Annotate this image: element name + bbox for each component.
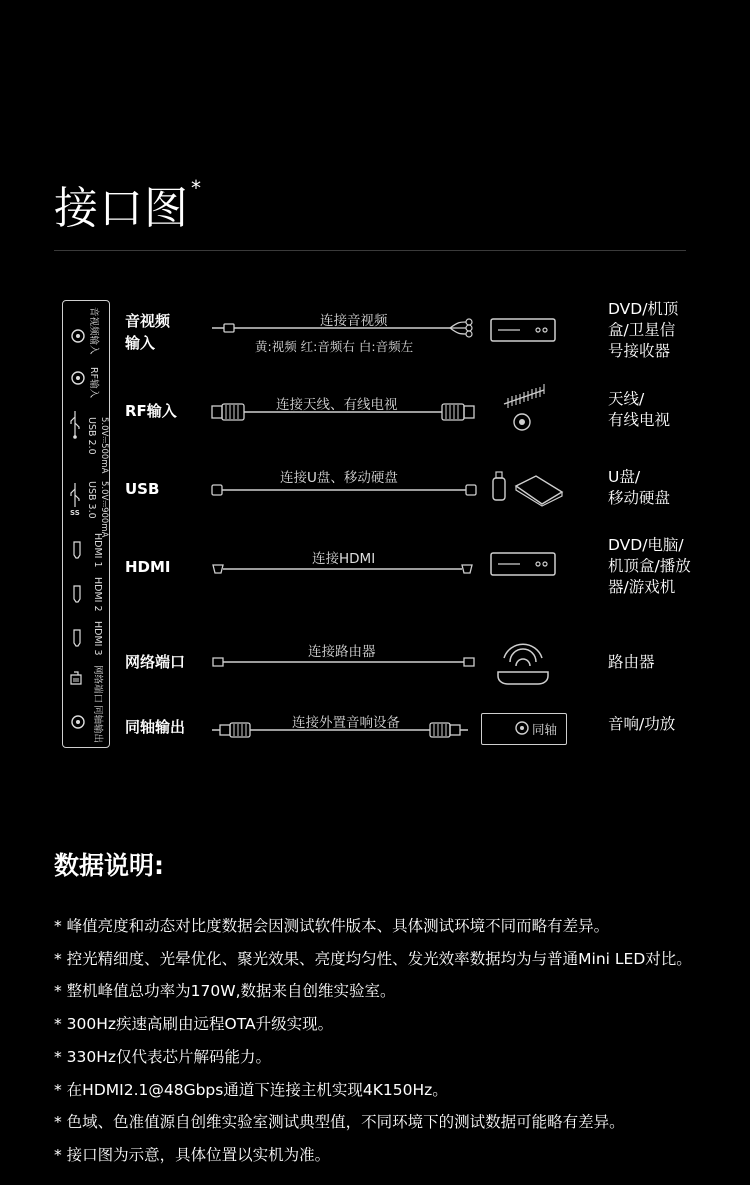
rf-port-icon (71, 371, 85, 385)
port-label-hdmi3: HDMI 3 (92, 621, 103, 656)
connection-text-hdmi: 连接HDMI (312, 551, 376, 567)
svg-text:SS: SS (70, 509, 80, 517)
port-label-hdmi2: HDMI 2 (92, 577, 103, 612)
lan-port-icon (69, 671, 83, 685)
coax-port-icon (71, 715, 85, 729)
port-label-av: 音视频输入 (88, 307, 99, 355)
antenna-icon (502, 378, 548, 434)
data-note: * 330Hz仅代表芯片解码能力。 (54, 1047, 272, 1066)
row-label-usb: USB (125, 480, 160, 498)
port-label-usb3-power: 5.0V⎓900mA (99, 481, 109, 538)
port-label-usb2: USB 2.0 (86, 417, 97, 455)
data-section-title: 数据说明: (54, 851, 164, 880)
rf-cable-icon (210, 402, 480, 422)
data-notes-list (54, 910, 692, 1172)
connection-text-rf: 连接天线、有线电视 (276, 397, 398, 413)
port-label-coax: 同轴输出 (92, 705, 103, 744)
coax-cable-icon (210, 720, 480, 740)
port-label-usb3: USB 3.0 (86, 481, 97, 519)
device-label-usb: U盘/ 移动硬盘 (608, 468, 671, 507)
network-cable-icon (210, 654, 480, 670)
title-divider (54, 250, 686, 251)
port-label-usb2-power: 5.0V⎓500mA (99, 417, 109, 474)
connection-text-coax: 连接外置音响设备 (292, 715, 400, 731)
port-label-rf: RF输入 (88, 367, 99, 399)
device-label-rf: 天线/ 有线电视 (608, 390, 671, 429)
data-note: * 色域、色准值源自创维实验室测试典型值，不同环境下的测试数据可能略有差异。 (54, 1113, 625, 1132)
usb-drive-harddisk-icon (490, 470, 566, 508)
data-note: * 在HDMI2.1@48Gbps通道下连接主机实现4K150Hz。 (54, 1080, 448, 1099)
connection-text-av: 连接音视频 (320, 313, 388, 329)
usb-symbol-icon (68, 409, 82, 439)
row-label-coax: 同轴输出 (125, 718, 186, 736)
tv-port-panel (62, 300, 110, 748)
connection-text-usb: 连接U盘、移动硬盘 (280, 470, 398, 486)
av-cable-icon (210, 318, 490, 338)
usb3-symbol-icon (67, 481, 83, 517)
hdmi-cable-icon (210, 561, 480, 577)
data-note: * 峰值亮度和动态对比度数据会因测试软件版本、具体测试环境不同而略有差异。 (54, 917, 610, 935)
data-note: * 接口图为示意，具体位置以实机为准。 (54, 1145, 331, 1164)
page-title: 接口图 * (54, 176, 202, 234)
device-label-lan: 路由器 (608, 653, 655, 671)
audio-amplifier-icon (481, 713, 567, 745)
device-label-coax: 音响/功放 (608, 715, 676, 733)
row-label-av: 音视频 输入 (125, 312, 171, 352)
row-label-hdmi: HDMI (125, 558, 171, 576)
coax-jack-icon (515, 721, 529, 735)
av-port-icon (71, 329, 85, 343)
data-note: * 控光精细度、光晕优化、聚光效果、亮度均匀性、发光效率数据均为与普通Mini LED对比。 (54, 949, 692, 968)
hdmi3-port-icon (72, 629, 82, 647)
hdmi2-port-icon (72, 585, 82, 603)
data-note: * 整机峰值总功率为170W,数据来自创维实验室。 (54, 982, 396, 1001)
hdmi1-port-icon (72, 541, 82, 559)
device-label-hdmi: DVD/电脑/ 机顶盒/播放 器/游戏机 (608, 536, 691, 596)
port-label-hdmi1: HDMI 1 (92, 533, 103, 568)
usb-cable-icon (210, 482, 480, 498)
device-label-av: DVD/机顶 盒/卫星信 号接收器 (608, 300, 679, 360)
data-note: * 300Hz疾速高刷由远程OTA升级实现。 (54, 1015, 334, 1034)
av-color-legend: 黄:视频 红:音频右 白:音频左 (255, 339, 414, 354)
media-player-icon (490, 552, 556, 578)
row-label-lan: 网络端口 (125, 653, 186, 671)
connection-text-lan: 连接路由器 (308, 644, 376, 660)
router-icon (494, 640, 552, 686)
device-badge-coax: 同轴 (532, 722, 558, 737)
row-label-rf: RF输入 (125, 402, 177, 420)
set-top-box-icon (490, 318, 556, 344)
port-label-lan: 网络端口 (92, 665, 103, 704)
